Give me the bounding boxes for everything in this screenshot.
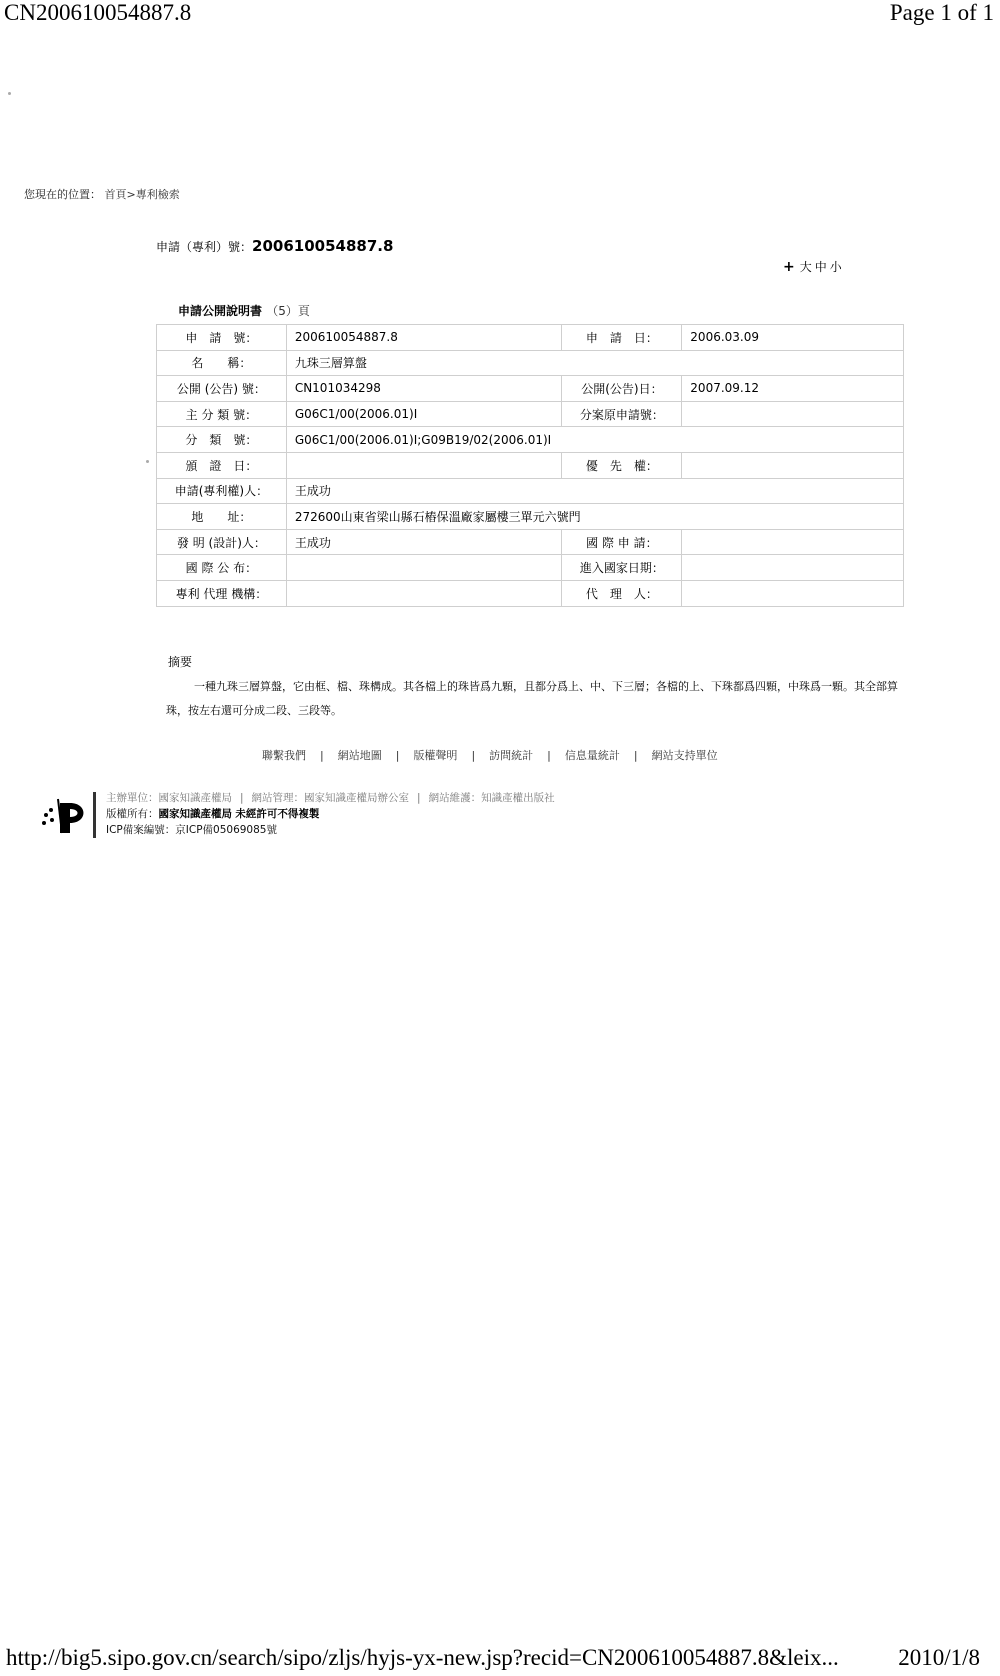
field-value: CN101034298 bbox=[286, 376, 562, 402]
field-label: 專利 代理 機構： bbox=[157, 580, 287, 606]
table-row bbox=[157, 504, 904, 530]
field-value bbox=[682, 529, 904, 555]
field-label: 國 際 公 布： bbox=[157, 555, 287, 581]
print-footer-date: 2010/1/8 bbox=[898, 1645, 980, 1670]
sponsor-value: 國家知識產權局 bbox=[158, 792, 232, 804]
application-number-heading bbox=[156, 237, 393, 255]
field-value: 200610054887.8 bbox=[286, 325, 562, 351]
footer-link[interactable]: 網站支持單位 bbox=[651, 749, 718, 762]
field-label: 分案原申請號： bbox=[562, 401, 682, 427]
section-title-text: 申請公開說明書 bbox=[178, 304, 263, 318]
footer-link-separator: | bbox=[547, 749, 551, 762]
copyright-label: 版權所有： bbox=[106, 808, 159, 820]
table-row bbox=[157, 350, 904, 376]
field-value bbox=[286, 555, 562, 581]
abstract-title: 摘要 bbox=[168, 655, 193, 669]
print-header-doc-id: CN200610054887.8 bbox=[4, 0, 192, 25]
field-value bbox=[682, 452, 904, 478]
font-size-large-button[interactable]: 大 bbox=[799, 260, 815, 274]
table-row bbox=[157, 427, 904, 453]
field-value bbox=[682, 555, 904, 581]
footer-link-separator: | bbox=[320, 749, 324, 762]
icp-value: 京ICP備05069085號 bbox=[175, 824, 277, 836]
breadcrumb-separator: > bbox=[126, 188, 136, 201]
field-label: 代 理 人： bbox=[562, 580, 682, 606]
site-info bbox=[106, 790, 555, 838]
breadcrumb bbox=[24, 186, 180, 202]
icp-label: ICP備案編號： bbox=[106, 824, 176, 836]
field-label: 進入國家日期： bbox=[562, 555, 682, 581]
footer-link[interactable]: 信息量統計 bbox=[564, 749, 620, 762]
site-info-separator: | bbox=[417, 792, 421, 804]
field-label: 優 先 權： bbox=[562, 452, 682, 478]
field-label: 地 址： bbox=[157, 504, 287, 530]
field-label: 申 請 號： bbox=[157, 325, 287, 351]
field-value bbox=[682, 580, 904, 606]
footer-link[interactable]: 網站地圖 bbox=[337, 749, 382, 762]
font-size-medium-button[interactable]: 中 bbox=[814, 260, 830, 274]
field-label: 公開 (公告) 號： bbox=[157, 376, 287, 402]
site-info-line-2 bbox=[106, 806, 555, 822]
table-row bbox=[157, 376, 904, 402]
font-size-small-button[interactable]: 小 bbox=[829, 260, 845, 274]
table-row bbox=[157, 580, 904, 606]
font-size-control bbox=[783, 258, 845, 275]
field-value: 272600山東省梁山縣石樁保溫廠家屬樓三單元六號門 bbox=[286, 504, 903, 530]
logo-divider bbox=[93, 792, 96, 838]
manager-value: 國家知識產權局辦公室 bbox=[304, 792, 410, 804]
field-label: 申請(專利權)人： bbox=[157, 478, 287, 504]
print-header-page-count: Page 1 of 1 bbox=[889, 0, 994, 25]
section-title bbox=[178, 302, 310, 319]
footer-link[interactable]: 版權聲明 bbox=[413, 749, 458, 762]
site-info-line-3 bbox=[106, 822, 555, 838]
field-value bbox=[682, 401, 904, 427]
table-row bbox=[157, 555, 904, 581]
field-label: 發 明 (設計)人： bbox=[157, 529, 287, 555]
scan-speck bbox=[146, 460, 149, 463]
breadcrumb-label: 您現在的位置： bbox=[24, 188, 101, 201]
table-row bbox=[157, 401, 904, 427]
footer-link-separator: | bbox=[395, 749, 400, 762]
footer-link[interactable]: 聯繫我們 bbox=[262, 749, 306, 762]
field-value: G06C1/00(2006.01)I;G09B19/02(2006.01)I bbox=[286, 427, 903, 453]
section-page-count: （5）頁 bbox=[266, 304, 310, 318]
abstract-text: 一種九珠三層算盤，它由框、檔、珠構成。其各檔上的珠皆爲九顆，且都分爲上、中、下三層；各檔的上、下珠都爲四顆，中珠爲一顆。其全部算珠，按左右還可分成二段、三段等。 bbox=[166, 680, 898, 717]
field-label: 主 分 類 號： bbox=[157, 401, 287, 427]
field-value: G06C1/00(2006.01)I bbox=[286, 401, 562, 427]
breadcrumb-home-link[interactable]: 首頁 bbox=[104, 188, 127, 201]
field-value bbox=[286, 580, 562, 606]
field-label: 名 稱： bbox=[157, 350, 287, 376]
print-footer-url: http://big5.sipo.gov.cn/search/sipo/zljs/hyjs-yx-new.jsp?recid=CN200610054887.8&leix... bbox=[6, 1645, 839, 1670]
sipo-logo-icon bbox=[40, 793, 96, 835]
field-value: 王成功 bbox=[286, 478, 903, 504]
site-info-separator: | bbox=[240, 792, 244, 804]
field-value bbox=[286, 452, 562, 478]
breadcrumb-current[interactable]: 專利檢索 bbox=[135, 188, 180, 201]
application-number-label: 申請（專利）號： bbox=[156, 240, 253, 254]
table-row bbox=[157, 529, 904, 555]
field-label: 頒 證 日： bbox=[157, 452, 287, 478]
application-number-value: 200610054887.8 bbox=[252, 237, 394, 255]
field-value: 九珠三層算盤 bbox=[286, 350, 903, 376]
field-value: 2007.09.12 bbox=[682, 376, 904, 402]
field-value: 2006.03.09 bbox=[682, 325, 904, 351]
field-label: 公開(公告)日： bbox=[562, 376, 682, 402]
site-info-line-1 bbox=[106, 790, 555, 806]
field-label: 申 請 日： bbox=[562, 325, 682, 351]
footer-link-separator: | bbox=[471, 749, 476, 762]
copyright-owner: 國家知識產權局 bbox=[158, 808, 232, 820]
maintainer-value: 知識產權出版社 bbox=[481, 792, 555, 804]
footer-link-separator: | bbox=[633, 749, 638, 762]
footer-link[interactable]: 訪問統計 bbox=[489, 749, 534, 762]
maintainer-label: 網站維護： bbox=[428, 792, 482, 804]
patent-info-table bbox=[156, 324, 904, 607]
sponsor-label: 主辦單位： bbox=[106, 792, 159, 804]
field-value: 王成功 bbox=[286, 529, 562, 555]
field-label: 國 際 申 請： bbox=[562, 529, 682, 555]
copyright-note: 未經許可不得複製 bbox=[235, 808, 320, 820]
table-row bbox=[157, 325, 904, 351]
table-row bbox=[157, 478, 904, 504]
table-row bbox=[157, 452, 904, 478]
manager-label: 網站管理： bbox=[251, 792, 305, 804]
scan-speck bbox=[8, 92, 11, 95]
plus-icon: + bbox=[783, 259, 798, 275]
field-label: 分 類 號： bbox=[157, 427, 287, 453]
footer-links bbox=[262, 747, 718, 763]
